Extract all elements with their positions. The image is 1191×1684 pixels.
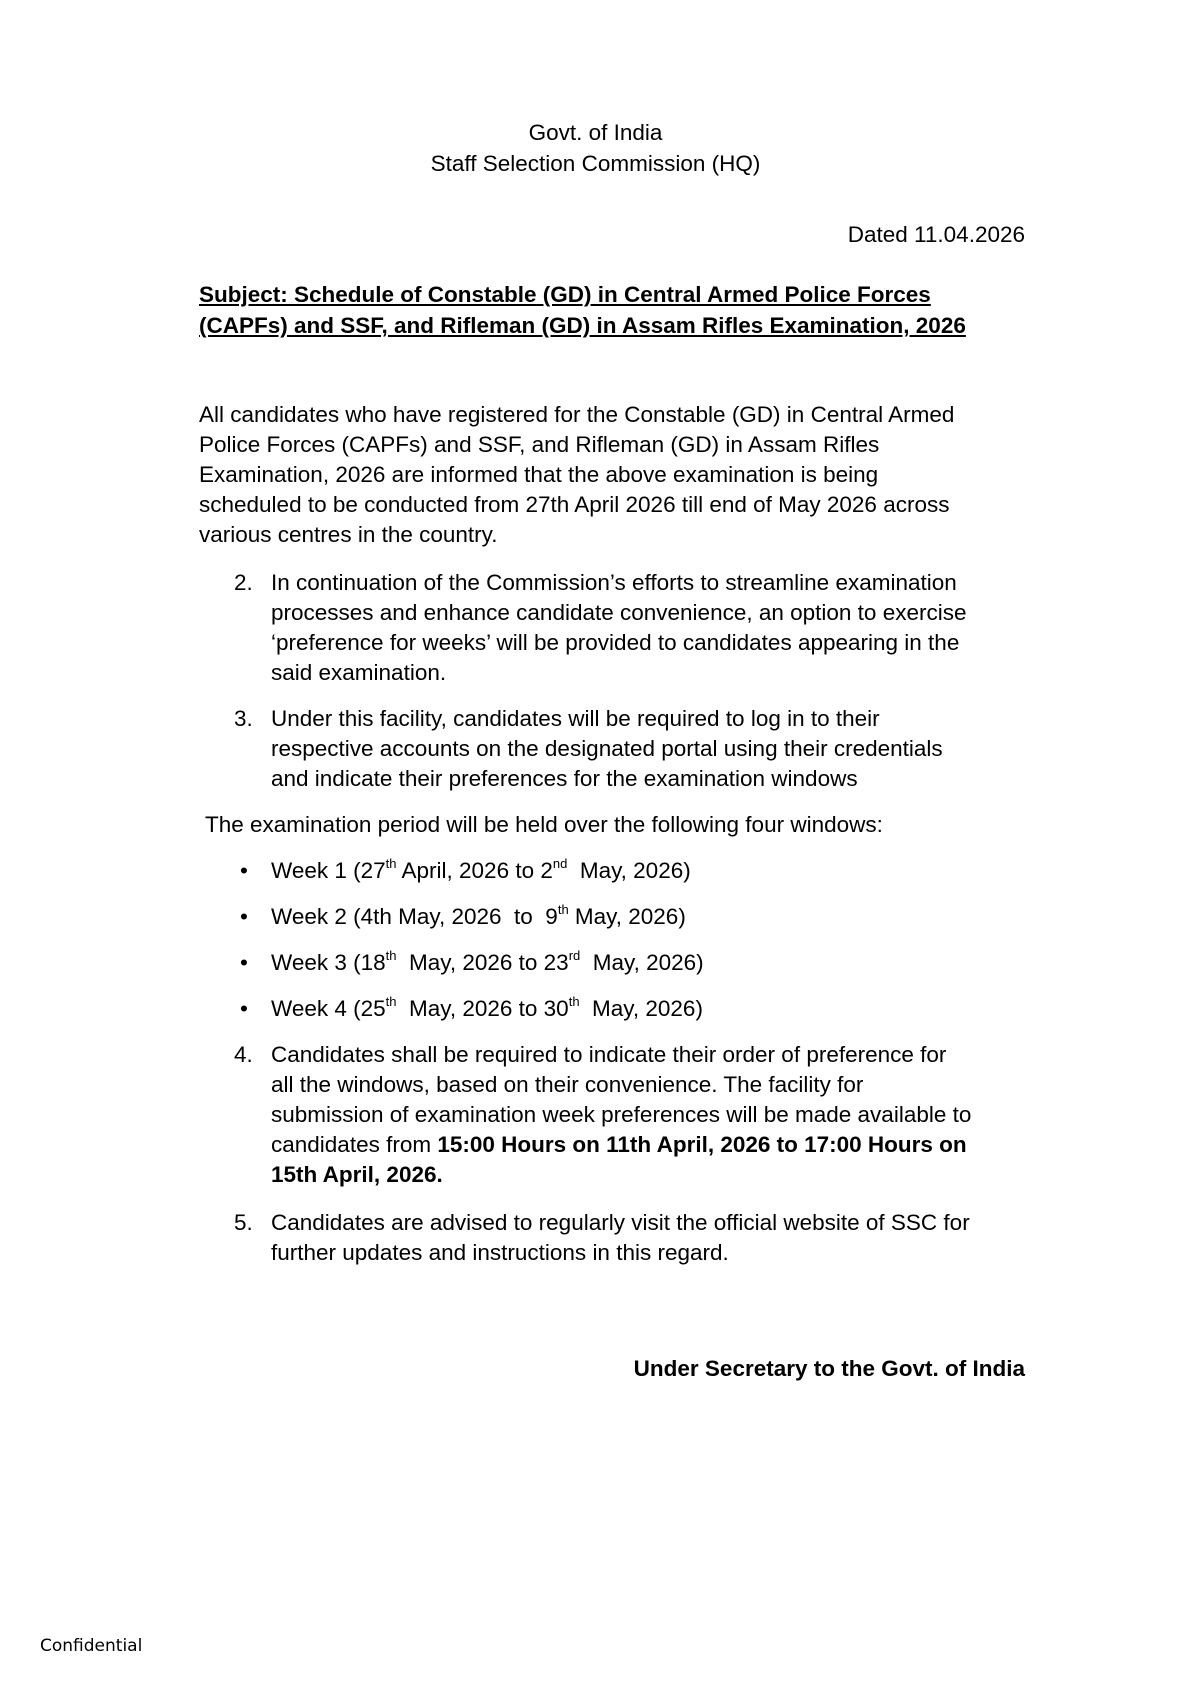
point-number: 2. (234, 570, 253, 595)
intro-line: Police Forces (CAPFs) and SSF, and Rifleman (GD) in Assam Rifles (199, 432, 880, 457)
windows-intro: The examination period will be held over the following four windows: (205, 812, 883, 837)
point-text (271, 704, 1031, 794)
week-text: Week 4 (25th May, 2026 to 30th May, 2026) (271, 993, 703, 1021)
bullet-icon: • (240, 904, 248, 929)
point-line: all the windows, based on their convenience. The facility for (271, 1072, 864, 1097)
point-text (271, 568, 1031, 688)
bullet-icon: • (240, 858, 248, 883)
point-line: processes and enhance candidate convenience, an option to exercise (271, 600, 967, 625)
point-line (271, 1160, 1031, 1190)
point-text (271, 1208, 1031, 1268)
intro-line: various centres in the country. (199, 522, 498, 547)
deadline-bold: 15th April, 2026. (271, 1162, 443, 1187)
point-text (271, 1040, 1031, 1190)
point-line: said examination. (271, 660, 447, 685)
header-commission: Staff Selection Commission (HQ) (430, 151, 761, 176)
confidential-label: Confidential (40, 1636, 143, 1656)
subject-heading (199, 279, 1029, 341)
intro-line: All candidates who have registered for the Constable (GD) in Central Armed (199, 402, 955, 427)
week-text: Week 1 (27th April, 2026 to 2nd May, 2026) (271, 855, 691, 883)
point-line: further updates and instructions in this regard. (271, 1240, 729, 1265)
signature-designation: Under Secretary to the Govt. of India (633, 1356, 1025, 1381)
week-text: Week 2 (4th May, 2026 to 9th May, 2026) (271, 901, 686, 929)
point-line: In continuation of the Commission’s efforts to streamline examination (271, 570, 957, 595)
point-number: 4. (234, 1042, 253, 1067)
header-govt-of-india: Govt. of India (528, 120, 663, 145)
intro-line: Examination, 2026 are informed that the above examination is being (199, 462, 879, 487)
subject-line-1: Subject: Schedule of Constable (GD) in Central Armed Police Forces (199, 282, 931, 307)
deadline-bold: 15:00 Hours on 11th April, 2026 to 17:00 Hours on (437, 1132, 967, 1157)
point-line: Candidates are advised to regularly visit the official website of SSC for (271, 1210, 970, 1235)
point-line: candidates from 15:00 Hours on 11th April, 2026 to 17:00 Hours on (271, 1132, 967, 1157)
intro-line: scheduled to be conducted from 27th April 2026 till end of May 2026 across (199, 492, 950, 517)
subject-line-2: (CAPFs) and SSF, and Rifleman (GD) in Assam Rifles Examination, 2026 (199, 313, 966, 338)
intro-paragraph (199, 400, 1029, 550)
point-line: Candidates shall be required to indicate their order of preference for (271, 1042, 947, 1067)
bullet-icon: • (240, 950, 248, 975)
point-line: and indicate their preferences for the examination windows (271, 766, 858, 791)
point-number: 5. (234, 1210, 253, 1235)
point-line: Under this facility, candidates will be required to log in to their (271, 706, 880, 731)
point-line: ‘preference for weeks’ will be provided to candidates appearing in the (271, 630, 960, 655)
bullet-icon: • (240, 996, 248, 1021)
point-line: submission of examination week preferences will be made available to (271, 1102, 972, 1127)
point-number: 3. (234, 706, 253, 731)
point-line: respective accounts on the designated portal using their credentials (271, 736, 943, 761)
notice-date: Dated 11.04.2026 (847, 222, 1025, 247)
week-text: Week 3 (18th May, 2026 to 23rd May, 2026) (271, 947, 704, 975)
